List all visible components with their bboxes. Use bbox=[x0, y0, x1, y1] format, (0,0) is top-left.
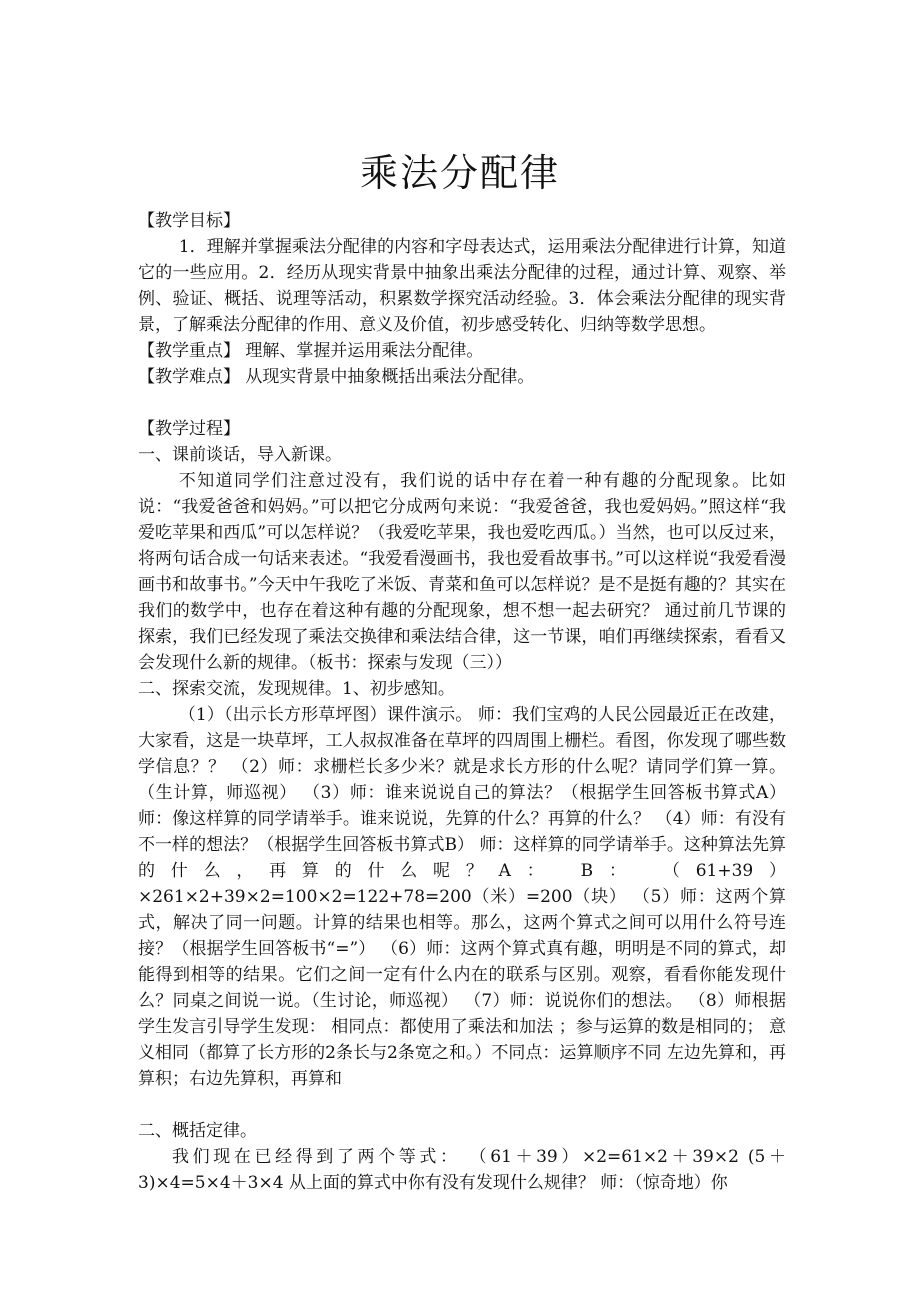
process-heading: 【教学过程】 bbox=[138, 419, 240, 439]
part2-heading: 二、探索交流，发现规律。1、初步感知。 bbox=[138, 679, 455, 699]
part3-heading: 二、概括定律。 bbox=[138, 1121, 257, 1141]
part1-heading: 一、课前谈话，导入新课。 bbox=[138, 445, 342, 465]
part1-paragraph: 不知道同学们注意过没有，我们说的话中存在着一种有趣的分配现象。比如说：“我爱爸爸和妈妈。”可以把它分成两句来说：“我爱爸爸，我也爱妈妈。”照这样“我爱吃苹果和西瓜”可以怎样说？（我爱吃苹果，我也爱吃西瓜。）当然，也可以反过来，将两句话合成一句话来表述。“我爱看漫画书，我也爱看故事书。”可以这样说“我爱看漫画书和故事书。”今天中午我吃了米饭、青菜和鱼可以怎样说？是不是挺有趣的？其实在我们的数学中，也存在着这种有趣的分配现象，想不想一起去研究？ 通过前几节课的探索，我们已经发现了乘法交换律和乘法结合律，这一节课，咱们再继续探索，看看又会发现什么新的规律。（板书：探索与发现（三）） bbox=[138, 471, 786, 673]
spacer bbox=[138, 390, 786, 416]
goals-heading: 【教学目标】 bbox=[138, 211, 240, 231]
difficulty-line: 【教学难点】 从现实背景中抽象概括出乘法分配律。 bbox=[138, 367, 535, 387]
part2-paragraph: （1）（出示长方形草坪图）课件演示。 师：我们宝鸡的人民公园最近正在改建，大家看，这是一块草坪，工人叔叔准备在草坪的四周围上栅栏。看图，你发现了哪些数学信息？？ （2）师：求栅栏长多少米？就是求长方形的什么呢？请同学们算一算。（生计算，师巡视） （3）师：谁来说说自己的算法？（根据学生回答板书算式A）师：像这样算的同学请举手。谁来说说，先算的什么？再算的什么？ （4）师：有没有不一样的想法？（根据学生回答板书算式B） 师：这样算的同学请举手。这种算法先算的什么，再算的什么呢？A： B： （61+39）×261×2+39×2=100×2=122+78=200（米）=200（块） （5）师：这两个算式，解决了同一问题。计算的结果也相等。那么，这两个算式之间可以用什么符号连接？（根据学生回答板书“=”） （6）师：这两个算式真有趣，明明是不同的算式，却能得到相等的结果。它们之间一定有什么内在的联系与区别。观察，看看你能发现什么？同桌之间说一说。（生讨论，师巡视） （7）师：说说你们的想法。 （8）师根据学生发言引导学生发现： 相同点：都使用了乘法和加法 ；参与运算的数是相同的； 意义相同（都算了长方形的2条长与2条宽之和。）不同点：运算顺序不同 左边先算和，再算积；右边先算积，再算和 bbox=[138, 705, 786, 1089]
key-point-line: 【教学重点】 理解、掌握并运用乘法分配律。 bbox=[138, 341, 484, 361]
spacer bbox=[138, 1092, 786, 1118]
part3-paragraph: 我们现在已经得到了两个等式： （61＋39）×2=61×2＋39×2 (5＋3)×4=5×4＋3×4 从上面的算式中你有没有发现什么规律？ 师：（惊奇地）你 bbox=[138, 1147, 786, 1193]
document-body bbox=[138, 208, 786, 1196]
goals-paragraph: 1．理解并掌握乘法分配律的内容和字母表达式，运用乘法分配律进行计算，知道它的一些应用。2．经历从现实背景中抽象出乘法分配律的过程，通过计算、观察、举例、验证、概括、说理等活动，积累数学探究活动经验。3．体会乘法分配律的现实背景，了解乘法分配律的作用、意义及价值，初步感受转化、归纳等数学思想。 bbox=[138, 237, 786, 335]
page-title: 乘法分配律 bbox=[359, 151, 560, 195]
